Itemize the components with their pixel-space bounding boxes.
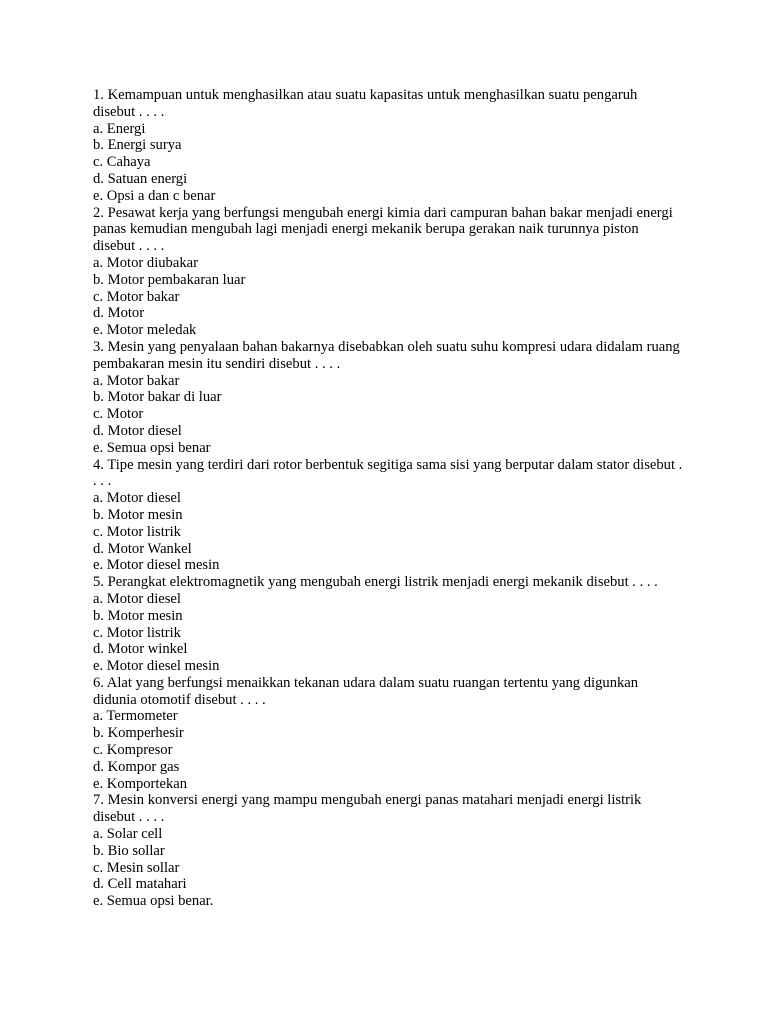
- question-6: [93, 675, 683, 793]
- option-a: a. Termometer: [93, 708, 178, 725]
- question-text: 2. Pesawat kerja yang berfungsi mengubah energi kimia dari campuran bahan bakar menjadi energi panas kemudian mengubah lagi menjadi energi mekanik berupa gerakan naik turunnya piston disebut . . . .: [93, 204, 673, 255]
- option-b: b. Bio sollar: [93, 842, 165, 859]
- option-c: c. Mesin sollar: [93, 859, 180, 876]
- option-d: d. Motor winkel: [93, 641, 188, 658]
- option-b: b. Komperhesir: [93, 725, 184, 742]
- option-a: a. Solar cell: [93, 826, 163, 843]
- question-text: 3. Mesin yang penyalaan bahan bakarnya disebabkan oleh suatu suhu kompresi udara didalam ruang pembakaran mesin itu sendiri disebut . . . .: [93, 338, 680, 372]
- answer-options: [93, 121, 683, 205]
- answer-options: [93, 591, 683, 675]
- option-e: e. Semua opsi benar: [93, 439, 211, 456]
- answer-options: [93, 490, 683, 574]
- option-d: d. Kompor gas: [93, 758, 180, 775]
- option-d: d. Cell matahari: [93, 876, 187, 893]
- option-e: e. Semua opsi benar.: [93, 893, 214, 910]
- question-7: [93, 792, 683, 910]
- option-a: a. Motor bakar: [93, 372, 180, 389]
- option-c: c. Motor listrik: [93, 523, 181, 540]
- question-3: [93, 339, 683, 457]
- option-e: e. Motor meledak: [93, 322, 197, 339]
- option-b: b. Motor pembakaran luar: [93, 271, 246, 288]
- question-text: 7. Mesin konversi energi yang mampu mengubah energi panas matahari menjadi energi listrik disebut . . . .: [93, 792, 642, 826]
- question-text: 4. Tipe mesin yang terdiri dari rotor berbentuk segitiga sama sisi yang berputar dalam stator disebut . . . .: [93, 456, 683, 490]
- question-5: [93, 574, 683, 675]
- option-c: c. Cahaya: [93, 154, 151, 171]
- option-c: c. Motor listrik: [93, 624, 181, 641]
- option-e: e. Motor diesel mesin: [93, 557, 220, 574]
- option-e: e. Opsi a dan c benar: [93, 187, 216, 204]
- option-a: a. Energi: [93, 120, 146, 137]
- option-a: a. Motor diubakar: [93, 254, 198, 271]
- option-e: e. Motor diesel mesin: [93, 658, 220, 675]
- answer-options: [93, 255, 683, 339]
- option-b: b. Motor mesin: [93, 506, 183, 523]
- answer-options: [93, 826, 683, 910]
- option-e: e. Komportekan: [93, 775, 188, 792]
- option-c: c. Motor: [93, 406, 144, 423]
- option-b: b. Motor mesin: [93, 607, 183, 624]
- option-d: d. Motor Wankel: [93, 540, 192, 557]
- quiz-content: [93, 87, 683, 910]
- option-b: b. Energi surya: [93, 137, 182, 154]
- question-2: [93, 205, 683, 339]
- option-d: d. Motor diesel: [93, 422, 182, 439]
- option-d: d. Satuan energi: [93, 170, 188, 187]
- question-text: 1. Kemampuan untuk menghasilkan atau suatu kapasitas untuk menghasilkan suatu pengaruh disebut . . . .: [93, 87, 638, 120]
- option-a: a. Motor diesel: [93, 590, 181, 607]
- option-c: c. Kompresor: [93, 742, 173, 759]
- answer-options: [93, 708, 683, 792]
- question-text: 5. Perangkat elektromagnetik yang mengubah energi listrik menjadi energi mekanik disebut . . . .: [93, 574, 658, 591]
- option-c: c. Motor bakar: [93, 288, 180, 305]
- question-1: [93, 87, 683, 205]
- answer-options: [93, 373, 683, 457]
- question-4: [93, 457, 683, 575]
- option-d: d. Motor: [93, 305, 145, 322]
- option-a: a. Motor diesel: [93, 490, 181, 507]
- question-text: 6. Alat yang berfungsi menaikkan tekanan udara dalam suatu ruangan tertentu yang digunkan didunia otomotif disebut . . . .: [93, 674, 639, 708]
- option-b: b. Motor bakar di luar: [93, 389, 222, 406]
